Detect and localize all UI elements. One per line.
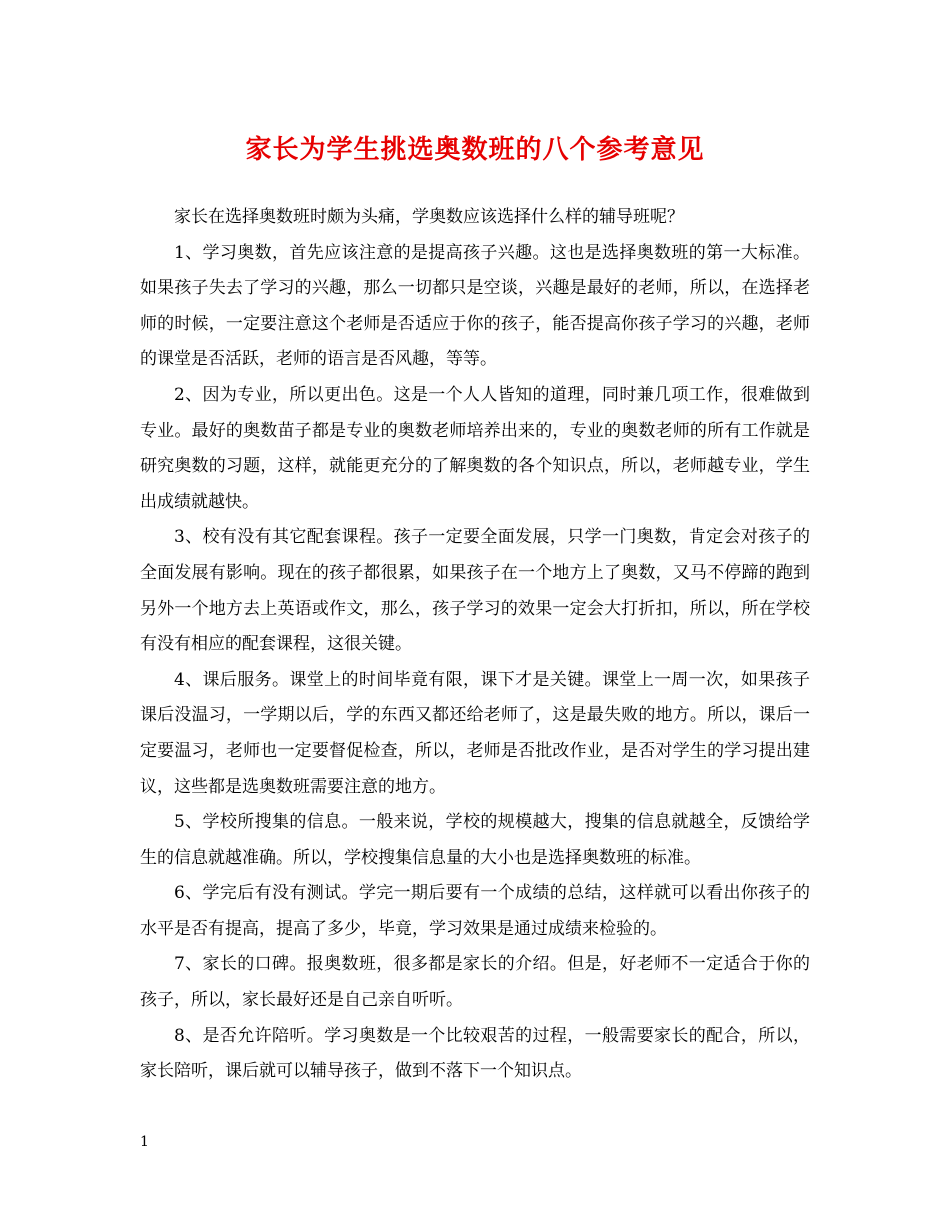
document-body xyxy=(140,200,810,1090)
paragraph-6: 6、学完后有没有测试。学完一期后要有一个成绩的总结，这样就可以看出你孩子的水平是否有提高，提高了多少，毕竟，学习效果是通过成绩来检验的。 xyxy=(140,883,810,939)
paragraph-1: 1、学习奥数，首先应该注意的是提高孩子兴趣。这也是选择奥数班的第一大标准。如果孩子失去了学习的兴趣，那么一切都只是空谈，兴趣是最好的老师，所以，在选择老师的时候，一定要注意这个老师是否适应于你的孩子，能否提高你孩子学习的兴趣，老师的课堂是否活跃，老师的语言是否风趣，等等。 xyxy=(140,242,810,370)
paragraph-intro: 家长在选择奥数班时颇为头痛，学奥数应该选择什么样的辅导班呢？ xyxy=(174,207,684,227)
page-number: 1 xyxy=(140,1134,149,1150)
document-title: 家长为学生挑选奥数班的八个参考意见 xyxy=(245,135,705,165)
paragraph-3: 3、校有没有其它配套课程。孩子一定要全面发展，只学一门奥数，肯定会对孩子的全面发展有影响。现在的孩子都很累，如果孩子在一个地方上了奥数，又马不停蹄的跑到另外一个地方去上英语或作文，那么，孩子学习的效果一定会大打折扣，所以，所在学校有没有相应的配套课程，这很关键。 xyxy=(140,527,810,655)
paragraph-5: 5、学校所搜集的信息。一般来说，学校的规模越大，搜集的信息就越全，反馈给学生的信息就越准确。所以，学校搜集信息量的大小也是选择奥数班的标准。 xyxy=(140,812,810,868)
paragraph-2: 2、因为专业，所以更出色。这是一个人人皆知的道理，同时兼几项工作，很难做到专业。最好的奥数苗子都是专业的奥数老师培养出来的，专业的奥数老师的所有工作就是研究奥数的习题，这样，就能更充分的了解奥数的各个知识点，所以，老师越专业，学生出成绩就越快。 xyxy=(140,384,810,512)
paragraph-7: 7、家长的口碑。报奥数班，很多都是家长的介绍。但是，好老师不一定适合于你的孩子，所以，家长最好还是自己亲自听听。 xyxy=(140,954,810,1011)
paragraph-8: 8、是否允许陪听。学习奥数是一个比较艰苦的过程，一般需要家长的配合，所以，家长陪听，课后就可以辅导孩子，做到不落下一个知识点。 xyxy=(140,1025,810,1082)
paragraph-4: 4、课后服务。课堂上的时间毕竟有限，课下才是关键。课堂上一周一次，如果孩子课后没温习，一学期以后，学的东西又都还给老师了，这是最失败的地方。所以，课后一定要温习，老师也一定要督促检查，所以，老师是否批改作业，是否对学生的学习提出建议，这些都是选奥数班需要注意的地方。 xyxy=(140,669,810,797)
